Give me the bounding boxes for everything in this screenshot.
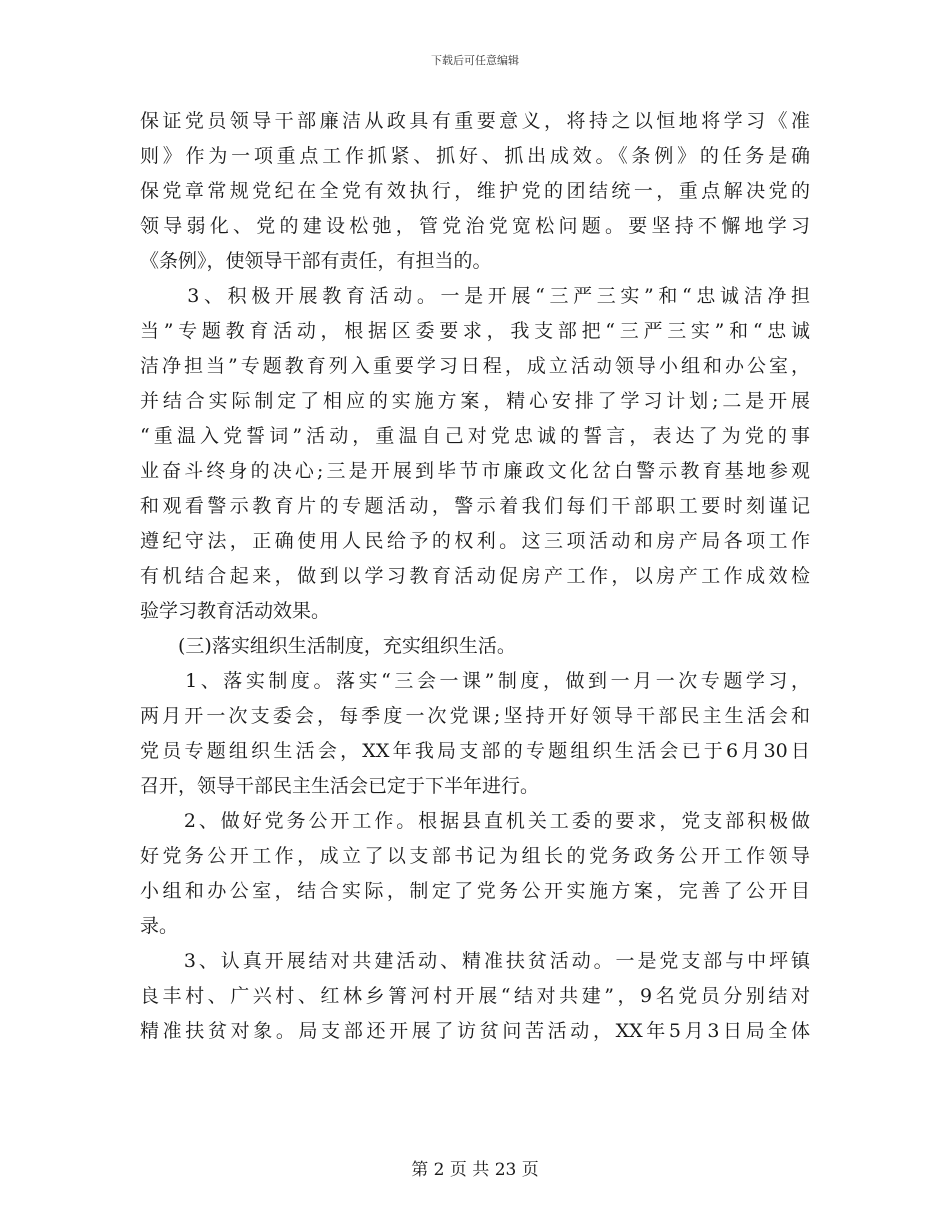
text-line: 良丰村、广兴村、红林乡箐河村开展“结对共建”，9名党员分别结对 <box>140 985 810 1007</box>
text-line: 则》作为一项重点工作抓紧、抓好、抓出成效。《条例》的任务是确 <box>140 145 810 167</box>
text-line: 验学习教育活动效果。 <box>140 600 331 622</box>
text-line: 业奋斗终身的决心;三是开展到毕节市廉政文化岔白警示教育基地参观 <box>140 460 810 482</box>
text-line: 精准扶贫对象。局支部还开展了访贫问苦活动，XX年5月3日局全体 <box>140 1020 810 1042</box>
text-line: 1、落实制度。落实“三会一课”制度，做到一月一次专题学习， <box>140 670 810 692</box>
text-line: 《条例》，使领导干部有责任，有担当的。 <box>140 250 492 272</box>
text-line: 两月开一次支委会，每季度一次党课;坚持开好领导干部民主生活会和 <box>140 705 810 727</box>
text-line: 3、认真开展结对共建活动、精准扶贫活动。一是党支部与中坪镇 <box>140 950 810 972</box>
section-heading: (三)落实组织生活制度，充实组织生活。 <box>140 635 516 657</box>
text-line: 好党务公开工作，成立了以支部书记为组长的党务政务公开工作领导 <box>140 845 810 867</box>
text-line: 洁净担当”专题教育列入重要学习日程，成立活动领导小组和办公室， <box>140 355 810 377</box>
text-line: 有机结合起来，做到以学习教育活动促房产工作，以房产工作成效检 <box>140 565 810 587</box>
text-line: 党员专题组织生活会，XX年我局支部的专题组织生活会已于6月30日 <box>140 740 810 762</box>
page-number-footer: 第 2 页 共 23 页 <box>411 1160 539 1180</box>
page-header: 下载后可任意编辑 <box>431 54 519 67</box>
text-line: 遵纪守法，正确使用人民给予的权利。这三项活动和房产局各项工作 <box>140 530 810 552</box>
text-line: 录。 <box>140 915 179 937</box>
text-line: “重温入党誓词”活动，重温自己对党忠诚的誓言，表达了为党的事 <box>140 425 810 447</box>
text-line: 当”专题教育活动，根据区委要求，我支部把“三严三实”和“忠诚 <box>140 320 810 342</box>
text-line: 和观看警示教育片的专题活动，警示着我们每们干部职工要时刻谨记 <box>140 495 810 517</box>
text-line: 召开，领导干部民主生活会已定于下半年进行。 <box>140 775 540 797</box>
text-line: 并结合实际制定了相应的实施方案，精心安排了学习计划;二是开展 <box>140 390 810 412</box>
text-line: 领导弱化、党的建设松弛，管党治党宽松问题。要坚持不懈地学习 <box>140 215 810 237</box>
text-line: 保党章常规党纪在全党有效执行，维护党的团结统一，重点解决党的 <box>140 180 810 202</box>
document-body <box>140 104 810 1049</box>
text-line: 小组和办公室，结合实际，制定了党务公开实施方案，完善了公开目 <box>140 880 810 902</box>
text-line: 2、做好党务公开工作。根据县直机关工委的要求，党支部积极做 <box>140 810 810 832</box>
text-line: 保证党员领导干部廉洁从政具有重要意义，将持之以恒地将学习《准 <box>140 110 810 132</box>
text-line: 3、积极开展教育活动。一是开展“三严三实”和“忠诚洁净担 <box>140 285 810 307</box>
